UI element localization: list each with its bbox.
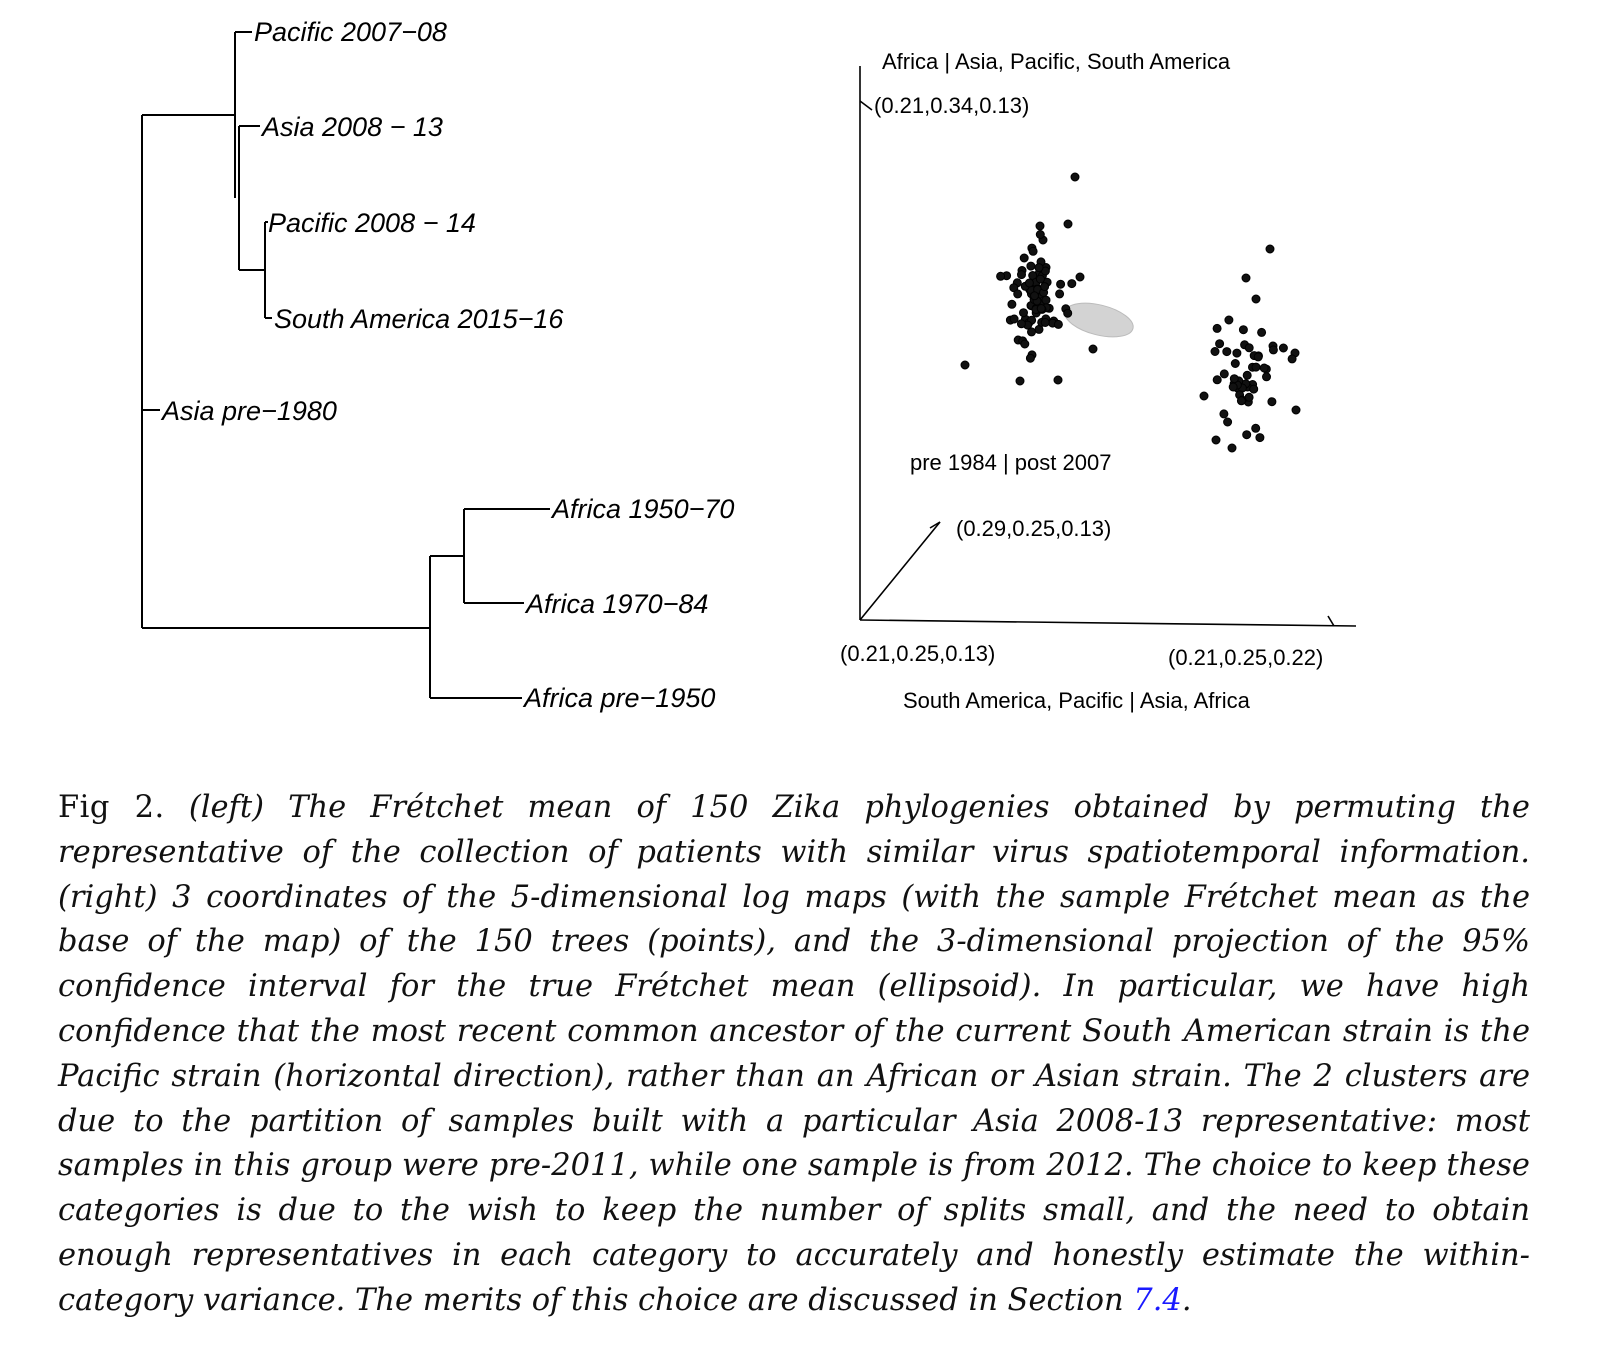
scatter-point [1036, 275, 1044, 283]
scatter-point [1016, 377, 1024, 385]
scatter-point [1031, 292, 1039, 300]
figure-caption [58, 786, 1530, 1324]
scatter-point [1089, 345, 1097, 353]
scatter-point [1279, 344, 1287, 352]
scatter-point [1263, 373, 1271, 381]
scatter-point [1243, 431, 1251, 439]
vertical-axis-label: Africa | Asia, Pacific, South America [882, 49, 1231, 74]
depth-axis-label: pre 1984 | post 2007 [910, 450, 1112, 475]
scatter-point [1220, 410, 1228, 418]
scatter-point [1258, 328, 1266, 336]
scatter-point [1018, 271, 1026, 279]
tree-leaf-label: Pacific 2008 − 14 [268, 208, 476, 238]
scatter-point [1036, 222, 1044, 230]
scatter-point [1239, 326, 1247, 334]
scatter-point [1200, 392, 1208, 400]
scatter-point [1054, 376, 1062, 384]
scatter-point [1256, 434, 1264, 442]
tree-leaf-label: Africa pre−1950 [524, 683, 716, 713]
scatter-point [1029, 247, 1037, 255]
tree-leaf-label: South America 2015−16 [274, 304, 564, 334]
scatter-point [1288, 355, 1296, 363]
scatter-point [1237, 397, 1245, 405]
scatter-point [1017, 320, 1025, 328]
scatter-point [1220, 370, 1228, 378]
scatter-point [1213, 376, 1221, 384]
figure-number: Fig 2. [58, 790, 165, 825]
scatter-point [1268, 398, 1276, 406]
scatter-point [1042, 296, 1050, 304]
scatter-point [1242, 274, 1250, 282]
scatter-point [1035, 264, 1043, 272]
scatter-point [1252, 295, 1260, 303]
scatter-point [1071, 173, 1079, 181]
scatter-point [1014, 290, 1022, 298]
scatter-point [1025, 279, 1033, 287]
scatter-point [1008, 300, 1016, 308]
scatter-point [1228, 444, 1236, 452]
scatter-point [1010, 315, 1018, 323]
horizontal-axis-end-tick: (0.21,0.25,0.22) [1168, 645, 1324, 670]
scatter-point [1064, 220, 1072, 228]
scatter-point [1225, 316, 1233, 324]
scatter-point [1224, 418, 1232, 426]
scatter-point [1068, 280, 1076, 288]
scatter-point [1252, 363, 1260, 371]
scatter-point [1027, 262, 1035, 270]
scatter-point [1057, 280, 1065, 288]
scatter-point [1250, 385, 1258, 393]
scatter-point [997, 272, 1005, 280]
scatter-point [1245, 393, 1253, 401]
origin-tick: (0.21,0.25,0.13) [840, 641, 996, 666]
scatter-point [961, 361, 969, 369]
scatter-point [1021, 340, 1029, 348]
horizontal-axis-label: South America, Pacific | Asia, Africa [903, 688, 1250, 713]
data-points [961, 173, 1300, 452]
caption-text: (left) The Frétchet mean of 150 Zika phylogenies obtained by permuting the representative of the collection of patients with similar virus spatiotemporal information. (right) 3 coordinates of the 5-dimensional log maps (with the sample Frétchet mean as the base of the map) of the 150 trees (points), and the 3-dimensional projection of the 95% confidence interval for the true Frétchet mean (ellipsoid). In particular, we have high confidence that the most recent common ancestor of the current South American strain is the Pacific strain (horizontal direction), rather than an African or Asian strain. The 2 clusters are due to the partition of samples built with a particular Asia 2008-13 representative: most samples in this group were pre-2011, while one sample is from 2012. The choice to keep these categories is due to the wish to keep the number of splits small, and the need to obtain enough representatives in each category to accurately and honestly estimate the within-category variance. The merits of this choice are discussed in Section [58, 790, 1530, 1318]
scatter-point [1245, 344, 1253, 352]
scatter-point [1041, 283, 1049, 291]
vertical-axis-end-tick: (0.21,0.34,0.13) [874, 93, 1030, 118]
scatter-point [1229, 383, 1237, 391]
scatter-point [1056, 290, 1064, 298]
scatter-point [1054, 320, 1062, 328]
scatter-point [1223, 348, 1231, 356]
section-reference-link[interactable]: 7.4 [1133, 1282, 1182, 1318]
scatter-point [1230, 375, 1238, 383]
scatter-point [1231, 360, 1239, 368]
scatter-point [1211, 348, 1219, 356]
caption-end: . [1181, 1282, 1192, 1318]
confidence-ellipsoid [1061, 297, 1136, 343]
scatter-point [1037, 305, 1045, 313]
scatter-point [1233, 349, 1241, 357]
scatter-point [1252, 424, 1260, 432]
scatter-point [1064, 309, 1072, 317]
log-map-scatter [840, 49, 1356, 713]
tree-leaf-label: Africa 1950−70 [552, 494, 735, 524]
depth-axis-end-tick: (0.29,0.25,0.13) [956, 516, 1112, 541]
scatter-point [1260, 364, 1268, 372]
scatter-point [1020, 309, 1028, 317]
scatter-point [1243, 371, 1251, 379]
scatter-point [1213, 324, 1221, 332]
scatter-point [1020, 254, 1028, 262]
scatter-point [1254, 353, 1262, 361]
scatter-point [1212, 436, 1220, 444]
tree-leaf-label: Africa 1970−84 [526, 589, 709, 619]
scatter-point [1269, 346, 1277, 354]
scatter-point [1026, 354, 1034, 362]
scatter-point [1036, 231, 1044, 239]
tree-leaf-label: Pacific 2007−08 [254, 17, 447, 47]
tree-leaf-label: Asia pre−1980 [162, 396, 337, 426]
scatter-point [1292, 406, 1300, 414]
scatter-point [1076, 273, 1084, 281]
scatter-point [1216, 340, 1224, 348]
scatter-point [1041, 319, 1049, 327]
scatter-point [1266, 245, 1274, 253]
tree-leaf-label: Asia 2008 − 13 [262, 112, 443, 142]
phylogeny-tree [142, 17, 734, 713]
